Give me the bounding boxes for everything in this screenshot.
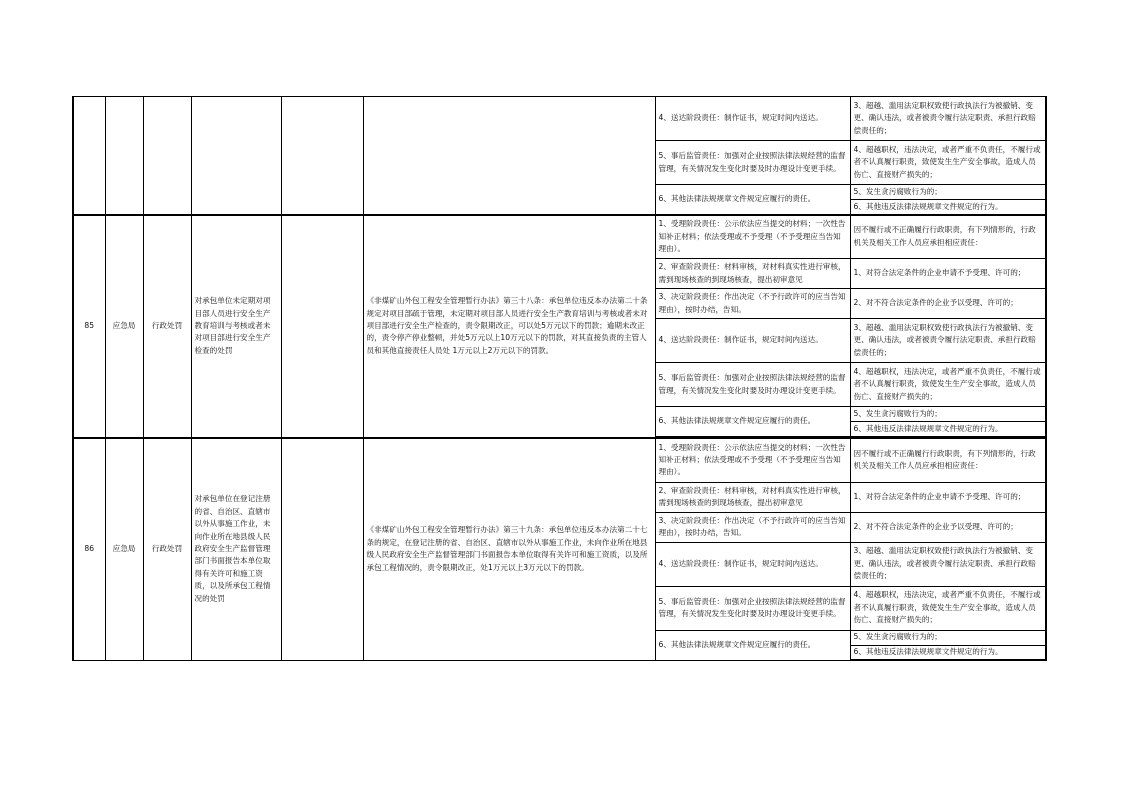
basis-cell: 《非煤矿山外包工程安全管理暂行办法》第三十八条：承包单位违反本办法第二十条规定对项目部疏于管理，未定期对项目部人员进行安全生产教育培训与考核或者未对项目部进行安全生产检查的，责令限期改正，可以处5万元以下的罚款；逾期未改正的，责令停产停业整顿，并处5万元以上10万元以下的罚款，对其直接负责的主管人员和其他直接责任人员处 1万元以上2万元以下的罚款。	[363, 215, 655, 439]
duty-cell: 1、受理阶段责任：公示依法应当提交的材料；一次性告知补正材料；依法受理或不予受理（不予受理应当告知理由）。	[655, 215, 850, 259]
accountability-cell: 因不履行或不正确履行行政职责，有下列情形的，行政机关及相关工作人员应承担相应责任：	[850, 438, 1046, 482]
duty-cell: 5、事后监管责任：加强对企业按照法律法规经营的监督管理，有关情况发生变化时要及时办理设计变更手续。	[655, 141, 850, 185]
duty-cell: 2、审查阶段责任：材料审核，对材料真实性进行审核，需到现场核查的到现场核查，提出初审意见	[655, 482, 850, 512]
number-cell: 86	[73, 438, 105, 660]
table-row	[73, 215, 1046, 259]
accountability-cell: 3、超越、滥用法定职权致使行政执法行为被撤销、变更、确认违法，或者被责令履行法定职责、承担行政赔偿责任的；	[850, 97, 1046, 141]
accountability-cell: 6、其他违反法律法规规章文件规定的行为。	[850, 422, 1046, 437]
accountability-cell: 4、超越职权，违法决定，或者严重不负责任，不履行或者不认真履行职责，致使发生生产安全事故，造成人员伤亡、直接财产损失的；	[850, 363, 1046, 407]
accountability-cell: 3、超越、滥用法定职权致使行政执法行为被撤销、变更、确认违法，或者被责令履行法定职责、承担行政赔偿责任的；	[850, 542, 1046, 586]
duty-cell: 1、受理阶段责任：公示依法应当提交的材料；一次性告知补正材料；依法受理或不予受理（不予受理应当告知理由）。	[655, 438, 850, 482]
accountability-cell: 5、发生贪污腐败行为的；	[850, 630, 1046, 645]
number-cell	[73, 97, 105, 215]
duty-cell: 3、决定阶段责任：作出决定（不予行政许可的应当告知理由），按时办结，告知。	[655, 512, 850, 542]
blank-cell	[281, 438, 363, 660]
department-cell	[105, 97, 143, 215]
accountability-cell: 因不履行或不正确履行行政职责，有下列情形的，行政机关及相关工作人员应承担相应责任：	[850, 215, 1046, 259]
duty-cell: 6、其他法律法规规章文件规定应履行的责任。	[655, 407, 850, 437]
table-row	[73, 97, 1046, 141]
accountability-cell: 1、对符合法定条件的企业申请不予受理、许可的；	[850, 482, 1046, 512]
duty-cell: 5、事后监管责任：加强对企业按照法律法规经营的监督管理，有关情况发生变化时要及时办理设计变更手续。	[655, 586, 850, 630]
power-list-table	[72, 96, 1047, 661]
number-cell: 85	[73, 215, 105, 439]
category-cell: 行政处罚	[143, 438, 191, 660]
accountability-cell: 3、超越、滥用法定职权致使行政执法行为被撤销、变更、确认违法，或者被责令履行法定职责、承担行政赔偿责任的；	[850, 319, 1046, 363]
accountability-cell: 1、对符合法定条件的企业申请不予受理、许可的；	[850, 259, 1046, 289]
duty-cell: 6、其他法律法规规章文件规定应履行的责任。	[655, 630, 850, 660]
duty-cell: 4、送达阶段责任：制作证书，规定时间内送达。	[655, 319, 850, 363]
accountability-cell: 6、其他违反法律法规规章文件规定的行为。	[850, 645, 1046, 660]
department-cell: 应急局	[105, 215, 143, 439]
accountability-cell: 2、对不符合法定条件的企业予以受理、许可的；	[850, 289, 1046, 319]
category-cell: 行政处罚	[143, 215, 191, 439]
duty-cell: 4、送达阶段责任：制作证书，规定时间内送达。	[655, 542, 850, 586]
duty-cell: 5、事后监管责任：加强对企业按照法律法规经营的监督管理，有关情况发生变化时要及时办理设计变更手续。	[655, 363, 850, 407]
accountability-cell: 4、超越职权，违法决定，或者严重不负责任，不履行或者不认真履行职责，致使发生生产安全事故，造成人员伤亡、直接财产损失的；	[850, 141, 1046, 185]
accountability-cell: 4、超越职权，违法决定，或者严重不负责任，不履行或者不认真履行职责，致使发生生产安全事故，造成人员伤亡、直接财产损失的；	[850, 586, 1046, 630]
blank-cell	[281, 215, 363, 439]
blank-cell	[281, 97, 363, 215]
duty-cell: 4、送达阶段责任：制作证书，规定时间内送达。	[655, 97, 850, 141]
duty-cell: 3、决定阶段责任：作出决定（不予行政许可的应当告知理由），按时办结，告知。	[655, 289, 850, 319]
department-cell: 应急局	[105, 438, 143, 660]
accountability-cell: 5、发生贪污腐败行为的；	[850, 407, 1046, 422]
item-cell: 对承包单位未定期对项目部人员进行安全生产教育培训与考核或者未对项目部进行安全生产检查的处罚	[191, 215, 281, 439]
table-row	[73, 438, 1046, 482]
basis-cell: 《非煤矿山外包工程安全管理暂行办法》第三十九条：承包单位违反本办法第二十七条的规定，在登记注册的省、自治区、直辖市以外从事施工作业，未向作业所在地县级人民政府安全生产监督管理部门书面报告本单位取得有关许可和施工资质，以及所承包工程情况的，责令限期改正，处1万元以上3万元以下的罚款。	[363, 438, 655, 660]
duty-cell: 6、其他法律法规规章文件规定应履行的责任。	[655, 185, 850, 215]
item-cell	[191, 97, 281, 215]
accountability-cell: 2、对不符合法定条件的企业予以受理、许可的；	[850, 512, 1046, 542]
accountability-cell: 5、发生贪污腐败行为的；	[850, 185, 1046, 200]
category-cell	[143, 97, 191, 215]
basis-cell	[363, 97, 655, 215]
duty-cell: 2、审查阶段责任：材料审核，对材料真实性进行审核，需到现场核查的到现场核查，提出初审意见	[655, 259, 850, 289]
accountability-cell: 6、其他违反法律法规规章文件规定的行为。	[850, 200, 1046, 215]
item-cell: 对承包单位在登记注册的省、自治区、直辖市以外从事施工作业，未向作业所在地县级人民政府安全生产监督管理部门书面报告本单位取得有关许可和施工资质，以及所承包工程情况的处罚	[191, 438, 281, 660]
